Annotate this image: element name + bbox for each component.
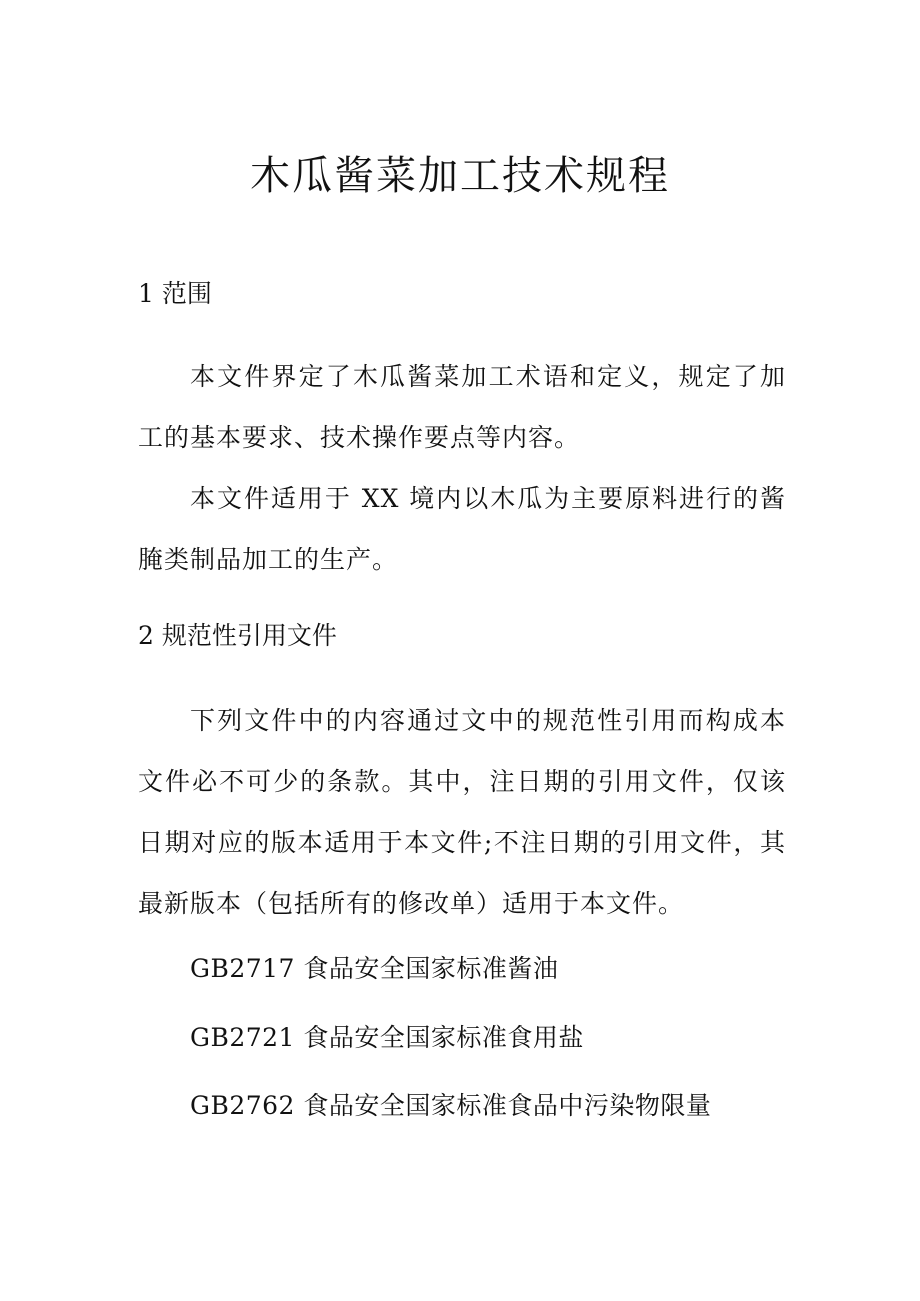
- document-title: 木瓜酱菜加工技术规程: [250, 153, 670, 199]
- section-heading-normative-references: 2 规范性引用文件: [138, 621, 337, 650]
- scope-paragraph-2: 本文件适用于 XX 境内以木瓜为主要原料进行的酱腌类制品加工的生产。: [138, 484, 786, 574]
- reference-item-gb2762: GB2762 食品安全国家标准食品中污染物限量: [190, 1091, 712, 1120]
- section-heading-scope: 1 范围: [138, 279, 212, 308]
- normative-references-paragraph: 下列文件中的内容通过文中的规范性引用而构成本文件必不可少的条款。其中，注日期的引用文件，仅该日期对应的版本适用于本文件;不注日期的引用文件，其最新版本（包括所有的修改单）适用于本文件。: [138, 706, 786, 918]
- scope-paragraph-1: 本文件界定了木瓜酱菜加工术语和定义，规定了加工的基本要求、技术操作要点等内容。: [138, 362, 786, 452]
- reference-item-gb2717: GB2717 食品安全国家标准酱油: [190, 954, 559, 983]
- reference-item-gb2721: GB2721 食品安全国家标准食用盐: [190, 1023, 584, 1052]
